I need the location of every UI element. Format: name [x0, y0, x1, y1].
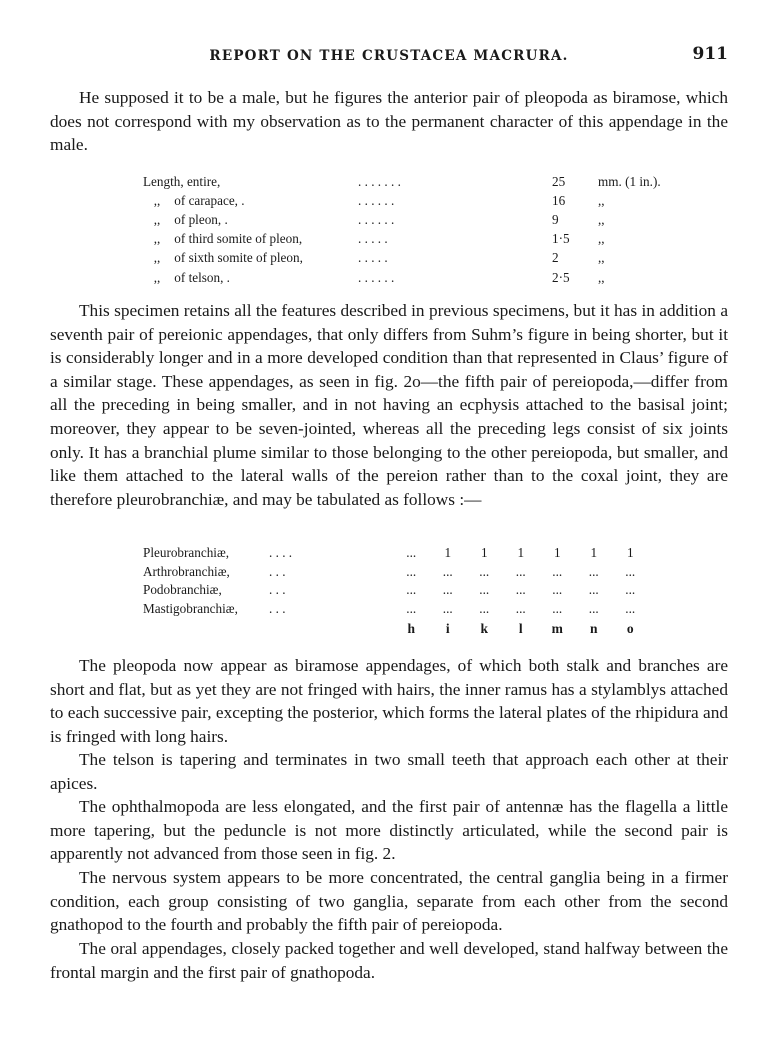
- branchial-cell: ...: [588, 582, 599, 598]
- measurement-value: 9: [552, 211, 559, 227]
- branchial-cell: ...: [515, 582, 526, 598]
- measurement-value: 1·5: [552, 231, 570, 247]
- branchial-cell: 1: [444, 545, 452, 561]
- paragraph-ophthalmopoda: The ophthalmopoda are less elongated, and the first pair of antennæ has the flagella a little more tapering, but the peduncle is not more distinctly articulated, while the second pair is apparently not advanced from those seen in fig. 2.: [50, 797, 728, 864]
- branchial-column-letters: [143, 618, 649, 640]
- measurement-value: 25: [552, 173, 566, 189]
- paragraph-pleopoda: The pleopoda now appear as biramose appendages, of which both stalk and branches are short and flat, but as yet they are not fringed with hairs, the inner ramus has a stylamblys attached to each successive pair, excepting the posterior, which forms the lateral plates of the rhipidura and is fringed with long hairs.: [50, 656, 728, 746]
- measurement-label: entire,: [186, 173, 221, 189]
- column-letter: m: [551, 621, 563, 636]
- branchial-cell: ...: [552, 582, 563, 598]
- measurement-row: [143, 230, 663, 249]
- leader-dots: . . . . . .: [358, 192, 395, 208]
- branchial-cell: ...: [406, 600, 417, 616]
- paragraph-oral-appendages: The oral appendages, closely packed together and well developed, stand halfway between the frontal margin and the first pair of gnathopoda.: [50, 939, 728, 982]
- paragraph-telson: The telson is tapering and terminates in two small teeth that approach each other at their apices.: [50, 750, 728, 793]
- measurement-row: [143, 268, 663, 287]
- branchial-label: Arthrobranchiæ,: [143, 563, 230, 579]
- branchial-row: [143, 563, 649, 582]
- measurements-table: [143, 172, 663, 287]
- branchial-cell: 1: [553, 545, 561, 561]
- column-letter: n: [589, 621, 598, 636]
- measurement-prefix: ,,: [153, 231, 161, 247]
- measurement-label: of third somite of pleon,: [174, 231, 303, 247]
- measurement-unit: ,,: [598, 231, 605, 247]
- branchial-cell: ...: [625, 600, 636, 616]
- measurement-prefix: ,,: [153, 211, 161, 227]
- paragraph-nervous-system: The nervous system appears to be more concentrated, the central ganglia being in a firmer condition, each group consisting of two ganglia, separate from each other from the second gnathopod to the fourth and probably the fifth pair of pereiopoda.: [50, 868, 728, 935]
- measurement-label: of sixth somite of pleon,: [174, 250, 303, 266]
- column-letter: h: [407, 621, 415, 636]
- branchial-cell: ...: [406, 582, 417, 598]
- leader-dots: . . . . .: [358, 231, 388, 247]
- page-header: [50, 44, 728, 68]
- branchial-table: [143, 544, 649, 640]
- column-letter: o: [626, 621, 634, 636]
- branchial-label: Mastigobranchiæ,: [143, 600, 238, 616]
- branchial-cell: ...: [552, 563, 563, 579]
- measurement-unit: ,,: [598, 269, 605, 285]
- branchial-cell: ...: [442, 563, 453, 579]
- branchial-cell: ...: [479, 600, 490, 616]
- measurement-unit: ,,: [598, 192, 605, 208]
- measurement-row: [143, 172, 663, 191]
- branchial-label: Pleurobranchiæ,: [143, 545, 230, 561]
- branchial-cell: ...: [515, 600, 526, 616]
- measurement-prefix: Length,: [143, 173, 184, 189]
- page-number: 911: [692, 44, 728, 64]
- leader-dots: . . .: [269, 563, 286, 579]
- measurement-value: 2: [552, 250, 559, 266]
- measurement-row: [143, 191, 663, 210]
- measurement-label: of telson, .: [174, 269, 230, 285]
- branchial-cell: 1: [480, 545, 488, 561]
- measurement-unit: ,,: [598, 211, 605, 227]
- measurement-label: of pleon, .: [174, 211, 228, 227]
- branchial-label: Podobranchiæ,: [143, 582, 222, 598]
- running-title: REPORT ON THE CRUSTACEA MACRURA.: [209, 48, 569, 64]
- branchial-cell: ...: [406, 563, 417, 579]
- leader-dots: . . .: [269, 582, 286, 598]
- branchial-cell: 1: [590, 545, 598, 561]
- column-letter: k: [480, 621, 488, 636]
- leader-dots: . . .: [269, 600, 286, 616]
- branchial-cell: 1: [517, 545, 525, 561]
- branchial-cell: ...: [479, 582, 490, 598]
- branchial-row: [143, 600, 649, 619]
- measurement-label: of carapace, .: [174, 192, 245, 208]
- measurement-row: [143, 210, 663, 229]
- leader-dots: . . . . . . .: [358, 173, 401, 189]
- branchial-cell: ...: [515, 563, 526, 579]
- measurement-prefix: ,,: [153, 192, 161, 208]
- branchial-cell: ...: [406, 545, 417, 561]
- branchial-cell: ...: [625, 582, 636, 598]
- column-letter: i: [445, 621, 450, 636]
- branchial-cell: ...: [552, 600, 563, 616]
- leader-dots: . . . . . .: [358, 269, 395, 285]
- branchial-cell: ...: [625, 563, 636, 579]
- paragraph-male-pleopoda: He supposed it to be a male, but he figures the anterior pair of pleopoda as biramose, which does not correspond with my observation as to the permanent character of this appendage in the male.: [50, 88, 728, 155]
- measurement-prefix: ,,: [153, 269, 161, 285]
- measurement-row: [143, 249, 663, 268]
- measurement-unit: ,,: [598, 250, 605, 266]
- measurement-prefix: ,,: [153, 250, 161, 266]
- branchial-cell: ...: [442, 582, 453, 598]
- measurement-value: 2·5: [552, 269, 570, 285]
- branchial-cell: 1: [626, 545, 634, 561]
- branchial-cell: ...: [442, 600, 453, 616]
- measurement-value: 16: [552, 192, 566, 208]
- branchial-row: [143, 581, 649, 600]
- leader-dots: . . . . .: [358, 250, 388, 266]
- branchial-cell: ...: [588, 600, 599, 616]
- column-letter: l: [518, 621, 523, 636]
- leader-dots: . . . .: [269, 545, 293, 561]
- measurement-unit: mm. (1 in.).: [598, 173, 661, 189]
- branchial-cell: ...: [588, 563, 599, 579]
- branchial-row: [143, 544, 649, 563]
- leader-dots: . . . . . .: [358, 211, 395, 227]
- paragraph-seventh-pair: This specimen retains all the features described in previous specimens, but it has in addition a seventh pair of pereionic appendages, that only differs from Suhm’s figure in being shorter, but it is considerably longer and in a more developed condition than that represented in Claus’ figure of a similar stage. These appendages, as seen in fig. 2o—the fifth pair of pereiopoda,—differ from all the preceding in being smaller, and in not having an ecphysis attached to the basisal joint; moreover, they appear to be seven-jointed, whereas all the preceding legs consist of six joints only. It has a branchial plume similar to those belonging to the other pereiopoda, but smaller, and like them attached to the lateral walls of the pereion rather than to the coxal joint, they are therefore pleurobranchiæ, and may be tabulated as follows :—: [50, 301, 728, 509]
- branchial-cell: ...: [479, 563, 490, 579]
